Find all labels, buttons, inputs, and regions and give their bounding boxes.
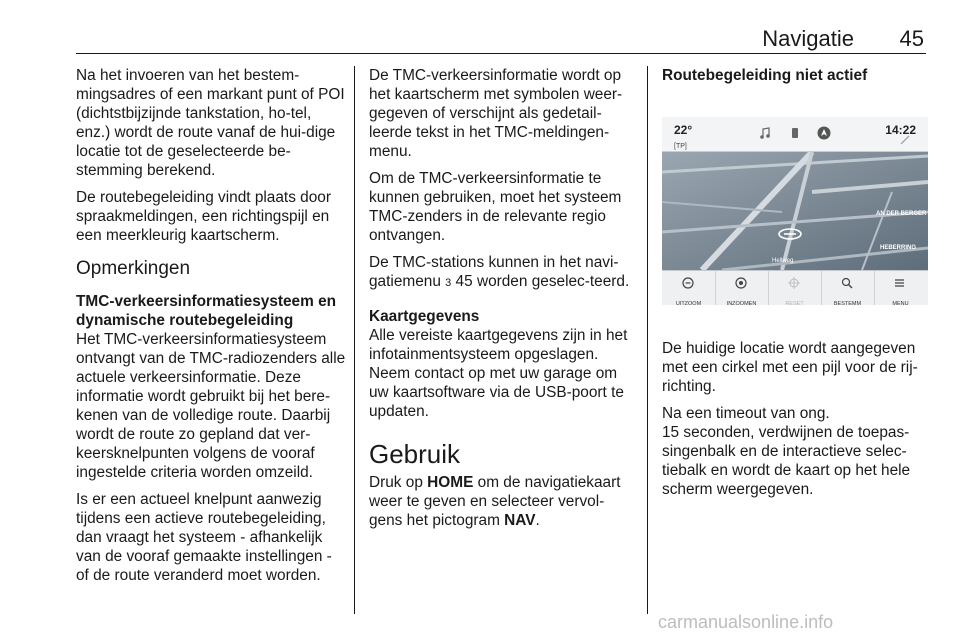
paragraph-gebruik: Druk op HOME om de navigatiekaart weer te geven en selecteer vervol-gens het pictogram NAV. [369,474,621,529]
paragraph: Na het invoeren van het bestem-mingsadres of een markant punt of POI (dichtstbijzijnde tankstation, ho-tel, enz.) wordt de route vanaf de hui-dige locatie tot de geselecteerde be-stemming berekend. [76,67,345,179]
reset-crosshair-icon [788,277,800,289]
watermark-text: carmanualsonline.info [658,612,834,632]
status-bar [662,117,928,152]
paragraph: Het TMC-verkeersinformatiesysteem ontvangt van de TMC-radiozenders alle actuele verkeersinformatie. Deze informatie wordt gebruikt bij het bere-kenen van de volledige route. Daarbij wordt de route zo gepland dat ver-keersknelpunten volgens de vooraf ingestelde criteria worden omzeild. [76,331,346,481]
subheading-tmc: TMC-verkeersinformatiesysteem en dynamische routebegeleiding [76,293,337,329]
current-street-label: Hellweg [772,258,794,264]
menu-button[interactable]: MENU [874,271,927,305]
header-rule [76,53,926,54]
paragraph: Is er een actueel knelpunt aanwezig tijdens een actieve routebegeleiding, dan vraagt het systeem - afhankelijk van de vooraf gemaakte instellingen - of de route veranderd moet worden. [76,491,332,584]
page-title: Navigatie [762,26,854,51]
column-1 [76,66,346,593]
reset-button[interactable]: RESET [768,271,822,305]
navigation-icon [817,126,831,140]
nav-keyword: NAV [504,512,536,529]
column-divider-1 [354,66,355,614]
navigation-screenshot [662,117,928,305]
plus-circle-icon [735,277,747,289]
paragraph-tmc-stations: De TMC-stations kunnen in het navi-gatiemenu 3 45 worden geselec-teerd. [369,254,630,290]
zoom-out-button[interactable]: UITZOOM [662,271,716,305]
column-3 [662,66,928,507]
home-keyword: HOME [427,474,474,491]
page-number: 45 [899,26,924,51]
column-2 [369,66,635,538]
paragraph: De huidige locatie wordt aangegeven met een cirkel met een pijl voor de rij-richting. [662,340,918,395]
column-divider-2 [647,66,648,614]
page-header [0,0,960,56]
destination-button[interactable]: BESTEMM [821,271,875,305]
destination-search-icon [841,277,853,289]
interaction-selector-bar [662,270,928,305]
menu-icon [894,277,906,289]
map-street-label: HEBERRING [880,245,917,251]
paragraph: Om de TMC-verkeersinformatie te kunnen gebruiken, moet het systeem TMC-zenders in de relevante regio ontvangen. [369,170,622,244]
page-reference-icon: 3 [445,277,452,289]
tp-indicator: [TP] [674,143,687,150]
clock-readout: 14:22 [885,123,916,137]
section-heading-gebruik: Gebruik [369,439,461,469]
subheading-kaartgegevens: Kaartgegevens [369,308,480,325]
map-street-label: AN DER BERGER [876,211,927,217]
phone-icon [788,126,802,140]
subheading-routebegeleiding: Routebegeleiding niet actief [662,67,868,84]
section-heading-opmerkingen: Opmerkingen [76,258,191,279]
paragraph: De TMC-verkeersinformatie wordt op het kaartscherm met symbolen weer-gegeven of verschijnt als gedetail-leerde tekst in het TMC-meldingen-menu. [369,67,623,160]
paragraph: Alle vereiste kaartgegevens zijn in het infotainmentsysteem opgeslagen. Neem contact op met uw garage om uw kaartsoftware via de USB-poort te updaten. [369,327,628,420]
temperature-readout: 22° [674,123,693,137]
music-note-icon [758,126,772,140]
zoom-in-button[interactable]: INZOOMEN [715,271,769,305]
paragraph: De routebegeleiding vindt plaats door spraakmeldingen, een richtingspijl en een meerkleurig kaartscherm. [76,189,331,244]
paragraph-timeout: Na een timeout van ong. 15 seconden, verdwijnen de toepas-singenbalk en de interactieve selec-tiebalk en wordt de kaart op het hele scherm weergegeven. [662,405,911,498]
antenna-icon [900,135,910,145]
minus-circle-icon [682,277,694,289]
